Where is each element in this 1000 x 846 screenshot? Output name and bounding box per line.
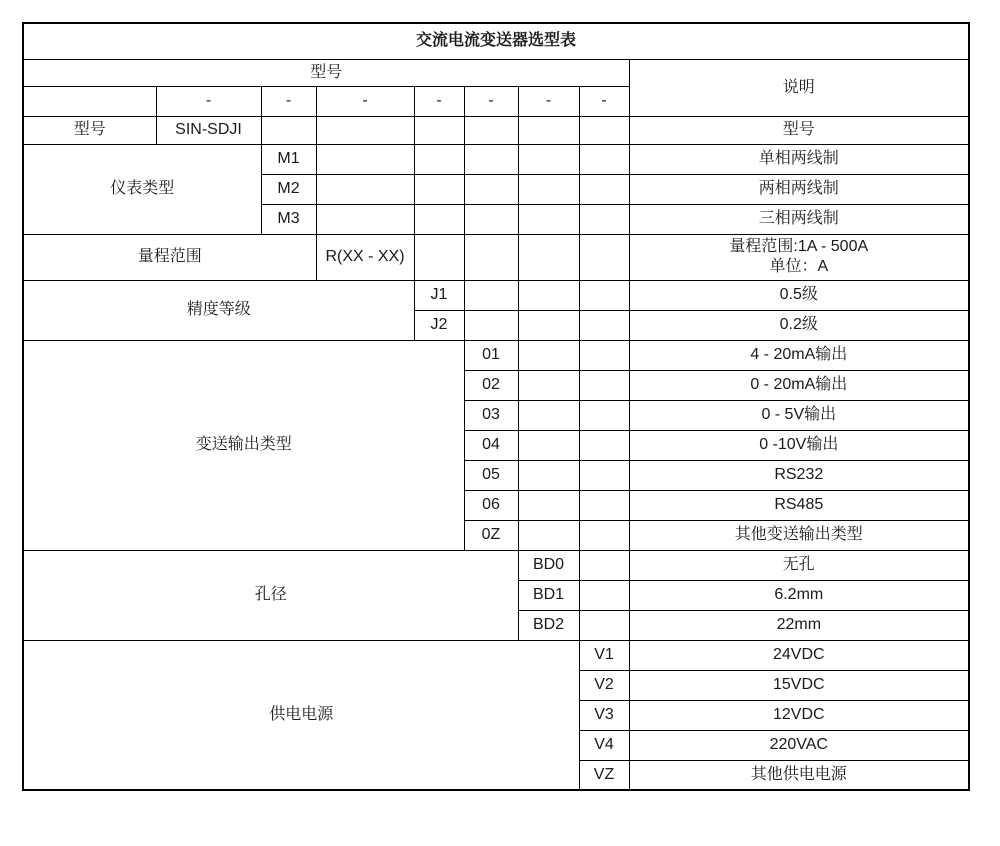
empty-cell xyxy=(316,144,414,174)
desc-cell: 0.2级 xyxy=(629,310,969,340)
empty-cell xyxy=(579,610,629,640)
dash-cell: - xyxy=(579,86,629,116)
desc-cell: 24VDC xyxy=(629,640,969,670)
empty-cell xyxy=(579,280,629,310)
dash-cell: - xyxy=(156,86,261,116)
section-label-range: 量程范围 xyxy=(23,234,316,280)
empty-cell xyxy=(579,144,629,174)
description-header: 说明 xyxy=(629,59,969,116)
empty-cell xyxy=(579,310,629,340)
empty-cell xyxy=(414,234,464,280)
code-cell: VZ xyxy=(579,760,629,790)
desc-cell: 其他供电电源 xyxy=(629,760,969,790)
empty-cell xyxy=(464,280,518,310)
desc-cell: 0.5级 xyxy=(629,280,969,310)
desc-cell: 6.2mm xyxy=(629,580,969,610)
section-label-model: 型号 xyxy=(23,116,156,144)
code-cell: 0Z xyxy=(464,520,518,550)
desc-cell: RS485 xyxy=(629,490,969,520)
code-cell: J2 xyxy=(414,310,464,340)
empty-cell xyxy=(579,430,629,460)
empty-cell xyxy=(579,520,629,550)
empty-cell xyxy=(316,204,414,234)
empty-cell xyxy=(316,116,414,144)
dash-cell: - xyxy=(414,86,464,116)
range-desc-line2: 单位：A xyxy=(769,258,829,275)
empty-cell xyxy=(518,460,579,490)
desc-cell: 无孔 xyxy=(629,550,969,580)
empty-cell xyxy=(518,430,579,460)
code-cell: V4 xyxy=(579,730,629,760)
empty-cell xyxy=(579,550,629,580)
desc-cell: 15VDC xyxy=(629,670,969,700)
desc-cell: 220VAC xyxy=(629,730,969,760)
empty-cell xyxy=(316,174,414,204)
code-cell: BD1 xyxy=(518,580,579,610)
desc-cell: 22mm xyxy=(629,610,969,640)
empty-cell xyxy=(464,116,518,144)
empty-cell xyxy=(579,340,629,370)
code-cell: BD2 xyxy=(518,610,579,640)
empty-cell xyxy=(518,234,579,280)
code-cell: R(XX - XX) xyxy=(316,234,414,280)
empty-cell xyxy=(414,144,464,174)
desc-cell: 其他变送输出类型 xyxy=(629,520,969,550)
empty-cell xyxy=(414,174,464,204)
empty-cell xyxy=(414,116,464,144)
empty-cell xyxy=(518,400,579,430)
dash-cell: - xyxy=(316,86,414,116)
code-cell: V1 xyxy=(579,640,629,670)
section-label-aperture: 孔径 xyxy=(23,550,518,640)
desc-cell: 12VDC xyxy=(629,700,969,730)
empty-cell xyxy=(518,490,579,520)
code-cell: V2 xyxy=(579,670,629,700)
section-label-power-supply: 供电电源 xyxy=(23,640,579,790)
code-cell: M2 xyxy=(261,174,316,204)
desc-cell: 4 - 20mA输出 xyxy=(629,340,969,370)
empty-cell xyxy=(414,204,464,234)
empty-cell xyxy=(579,370,629,400)
empty-cell xyxy=(464,234,518,280)
section-label-meter-type: 仪表类型 xyxy=(23,144,261,234)
range-desc-line1: 量程范围:1A - 500A xyxy=(729,238,869,255)
model-group-header: 型号 xyxy=(23,59,629,86)
empty-cell xyxy=(579,234,629,280)
empty-cell xyxy=(579,490,629,520)
empty-cell xyxy=(23,86,156,116)
empty-cell xyxy=(518,144,579,174)
code-cell: 02 xyxy=(464,370,518,400)
desc-cell: 0 -10V输出 xyxy=(629,430,969,460)
empty-cell xyxy=(518,204,579,234)
code-cell: M1 xyxy=(261,144,316,174)
dash-cell: - xyxy=(261,86,316,116)
code-cell: 01 xyxy=(464,340,518,370)
empty-cell xyxy=(518,280,579,310)
code-cell: J1 xyxy=(414,280,464,310)
empty-cell xyxy=(518,340,579,370)
empty-cell xyxy=(579,116,629,144)
code-cell: BD0 xyxy=(518,550,579,580)
code-cell: 03 xyxy=(464,400,518,430)
section-label-accuracy: 精度等级 xyxy=(23,280,414,340)
empty-cell xyxy=(579,580,629,610)
desc-cell: 单相两线制 xyxy=(629,144,969,174)
code-cell: 06 xyxy=(464,490,518,520)
table-title: 交流电流变送器选型表 xyxy=(23,23,969,59)
code-cell: 05 xyxy=(464,460,518,490)
empty-cell xyxy=(579,204,629,234)
desc-cell: 型号 xyxy=(629,116,969,144)
empty-cell xyxy=(579,460,629,490)
empty-cell xyxy=(579,400,629,430)
code-cell: 04 xyxy=(464,430,518,460)
dash-cell: - xyxy=(518,86,579,116)
empty-cell xyxy=(518,116,579,144)
code-cell: SIN-SDJI xyxy=(156,116,261,144)
desc-cell xyxy=(629,234,969,280)
empty-cell xyxy=(518,174,579,204)
empty-cell xyxy=(518,520,579,550)
desc-cell: 0 - 5V输出 xyxy=(629,400,969,430)
empty-cell xyxy=(464,144,518,174)
empty-cell xyxy=(261,116,316,144)
empty-cell xyxy=(464,174,518,204)
desc-cell: 0 - 20mA输出 xyxy=(629,370,969,400)
empty-cell xyxy=(464,204,518,234)
desc-cell: RS232 xyxy=(629,460,969,490)
section-label-output-type: 变送输出类型 xyxy=(23,340,464,550)
selector-table xyxy=(22,22,970,791)
code-cell: M3 xyxy=(261,204,316,234)
desc-cell: 两相两线制 xyxy=(629,174,969,204)
empty-cell xyxy=(518,370,579,400)
code-cell: V3 xyxy=(579,700,629,730)
empty-cell xyxy=(579,174,629,204)
empty-cell xyxy=(464,310,518,340)
desc-cell: 三相两线制 xyxy=(629,204,969,234)
empty-cell xyxy=(518,310,579,340)
dash-cell: - xyxy=(464,86,518,116)
